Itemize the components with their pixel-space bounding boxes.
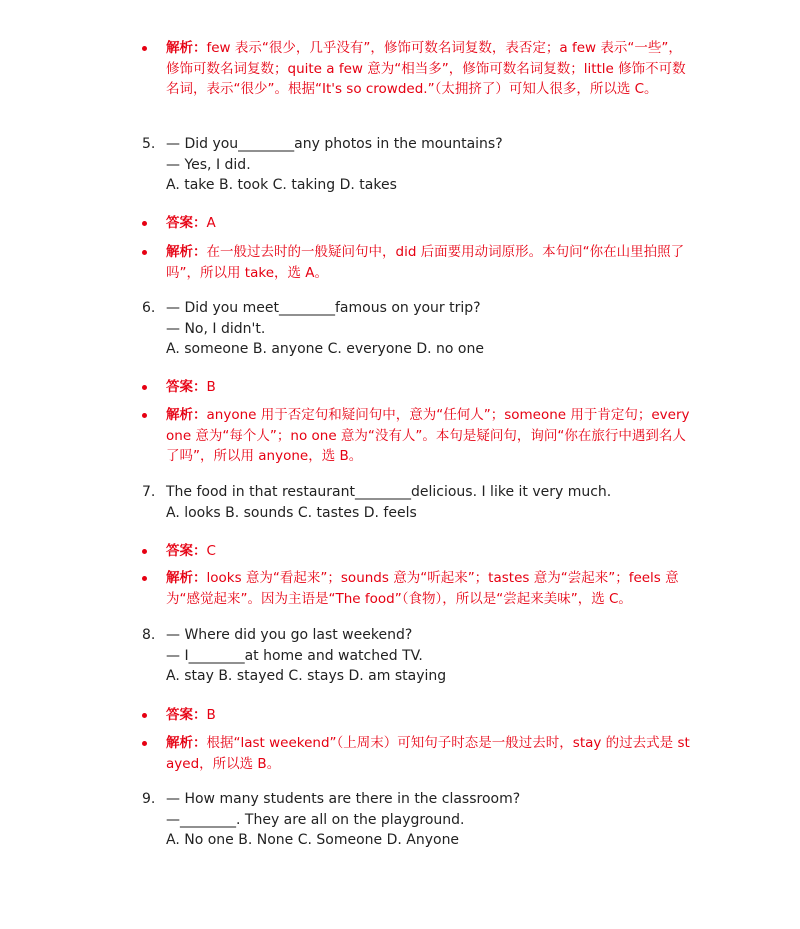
- question-6: [142, 298, 702, 360]
- explanation-8: [142, 733, 690, 774]
- options-line: A. someone B. anyone C. everyone D. no one: [166, 341, 484, 357]
- bullet-dot: [142, 549, 147, 554]
- question-line: — Did you meet________famous on your trip?: [166, 300, 481, 316]
- answer-8: [142, 705, 690, 726]
- answer-6: [142, 377, 690, 398]
- explanation-text: 根据“last weekend”（上周末）可知句子时态是一般过去时，stay 的过去式是 stayed，所以选 B。: [166, 735, 690, 772]
- bullet-dot: [142, 250, 147, 255]
- explanation-4: [142, 38, 690, 100]
- options-line: A. stay B. stayed C. stays D. am staying: [166, 668, 447, 684]
- explanation-label: 解析：: [166, 570, 207, 586]
- answer-label: 答案：: [166, 379, 207, 395]
- question-number: 6.: [142, 300, 156, 316]
- question-number: 7.: [142, 484, 156, 500]
- answer-text: B: [206, 707, 216, 723]
- bullet-dot: [142, 576, 147, 581]
- explanation-label: 解析：: [166, 407, 207, 423]
- bullet-dot: [142, 385, 147, 390]
- explanation-6: [142, 405, 690, 467]
- options-line: A. looks B. sounds C. tastes D. feels: [166, 504, 417, 521]
- options-line: A. take B. took C. taking D. takes: [166, 177, 397, 193]
- answer-text: B: [206, 379, 216, 395]
- bullet-dot: [142, 713, 147, 718]
- explanation-text: 在一般过去时的一般疑问句中，did 后面要用动词原形。本句问“你在山里拍照了吗”，所以用 take，选 A。: [166, 244, 685, 281]
- explanation-label: 解析：: [166, 244, 207, 260]
- answer-text: A: [206, 215, 216, 231]
- question-5: [142, 134, 702, 196]
- question-8: [142, 625, 702, 687]
- answer-label: 答案：: [166, 707, 207, 723]
- answer-label: 答案：: [166, 215, 207, 231]
- explanation-label: 解析：: [166, 40, 207, 56]
- explanation-text: few 表示“很少，几乎没有”，修饰可数名词复数，表否定；a few 表示“一些”，修饰可数名词复数；quite a few 意为“相当多”，修饰可数名词复数；little 修饰不可数名词，表示“很少”。根据“It's so crowded.”（太拥挤了）可知人很多，所以选 C。: [166, 40, 686, 97]
- question-number: 9.: [142, 791, 156, 807]
- question-line: — Did you________any photos in the mountains?: [166, 136, 503, 152]
- answer-7: [142, 541, 690, 562]
- bullet-dot: [142, 221, 147, 226]
- explanation-text: anyone 用于否定句和疑问句中，意为“任何人”；someone 用于肯定句；everyone 意为“每个人”；no one 意为“没有人”。本句是疑问句，询问“你在旅行中遇到名人了吗”，所以用 anyone，选 B。: [166, 407, 690, 464]
- question-line: — How many students are there in the classroom?: [166, 791, 521, 807]
- question-line: —________. They are all on the playground.: [166, 811, 465, 828]
- question-line: — No, I didn't.: [166, 320, 266, 337]
- answer-label: 答案：: [166, 543, 207, 559]
- explanation-text: looks 意为“看起来”；sounds 意为“听起来”；tastes 意为“尝起来”；feels 意为“感觉起来”。因为主语是“The food”（食物），所以是“尝起来美味”，选 C。: [166, 570, 679, 607]
- question-number: 8.: [142, 627, 156, 643]
- explanation-7: [142, 568, 690, 609]
- question-number: 5.: [142, 136, 156, 152]
- bullet-dot: [142, 413, 147, 418]
- explanation-5: [142, 242, 690, 283]
- bullet-dot: [142, 46, 147, 51]
- question-line: — Yes, I did.: [166, 156, 251, 173]
- question-line: — I________at home and watched TV.: [166, 647, 423, 664]
- answer-text: C: [206, 543, 216, 559]
- answer-5: [142, 213, 690, 234]
- question-9: [142, 789, 702, 851]
- question-7: [142, 482, 702, 523]
- bullet-dot: [142, 741, 147, 746]
- options-line: A. No one B. None C. Someone D. Anyone: [166, 832, 460, 848]
- question-line: — Where did you go last weekend?: [166, 627, 413, 643]
- question-line: The food in that restaurant________delicious. I like it very much.: [166, 484, 612, 500]
- explanation-label: 解析：: [166, 735, 207, 751]
